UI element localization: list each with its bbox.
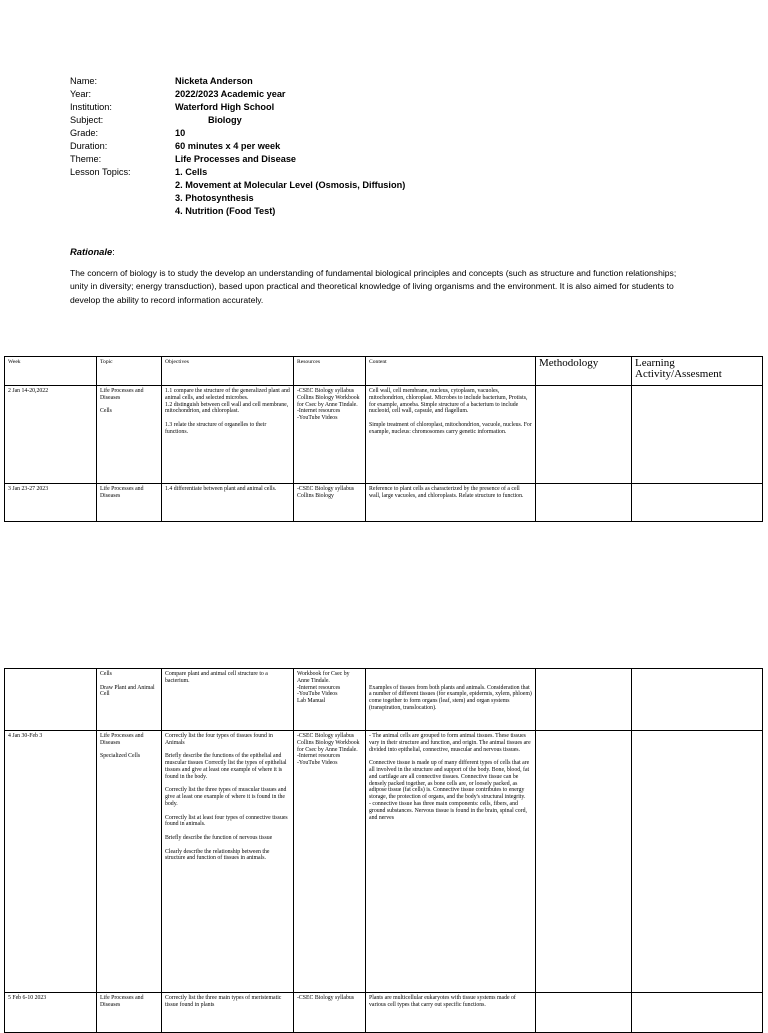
info-label: Year: <box>70 89 92 99</box>
table-row <box>5 669 763 731</box>
info-value: Biology <box>208 115 242 125</box>
info-label: Duration: <box>70 141 108 151</box>
cell-topic: Life Processes and Diseases <box>97 993 162 1033</box>
cell-methodology <box>536 669 632 731</box>
rationale-title: Rationale <box>70 246 113 257</box>
info-value: 1. Cells <box>175 167 208 177</box>
cell-methodology <box>536 731 632 993</box>
cell-resources: -CSEC Biology syllabus Collins Biology Workbook for Csec by Anne Tindale. -Internet resources -YouTube Videos <box>294 731 366 993</box>
cell-resources: -CSEC Biology syllabus Collins Biology <box>294 484 366 522</box>
cell-week: 5 Feb 6-10 2023 <box>5 993 97 1033</box>
rationale-heading <box>70 246 115 257</box>
cell-topic: Cells Draw Plant and Animal Cell <box>97 669 162 731</box>
cell-objectives: 1.1 compare the structure of the generalized plant and animal cells, and selected microbes. 1.2 distinguish between cell wall and cell membrane, mitochondrion, and chloroplast. 1.3 relate the structure of organelles to their functions. <box>162 386 294 484</box>
info-label: Name: <box>70 76 98 86</box>
info-row-institution <box>70 101 405 114</box>
info-value: 3. Photosynthesis <box>175 193 254 203</box>
info-value: 4. Nutrition (Food Test) <box>175 206 276 216</box>
cell-topic: Life Processes and Diseases Cells <box>97 386 162 484</box>
header-topic: Topic <box>97 357 162 386</box>
info-label: Lesson Topics: <box>70 167 131 177</box>
rationale-colon: : <box>112 246 115 257</box>
cell-topic: Life Processes and Diseases <box>97 484 162 522</box>
cell-methodology <box>536 386 632 484</box>
cell-objectives: Correctly list the four types of tissues found in Animals Briefly describe the functions of the epithelial and muscular tissues Correctly list the types of epithelial tissues and give at least one example of where it is found in the body. Correctly list the three types of muscular tissues and give at least one example of where it is found in the body. Correctly list at least four types of connective tissues found in animals. Briefly describe the function of nervous tissue Clearly describe the relationship between the structure and function of tissues in animals. <box>162 731 294 993</box>
info-label <box>70 205 175 218</box>
cell-week: 4 Jan 30-Feb 3 <box>5 731 97 993</box>
cell-week <box>5 669 97 731</box>
header-content: Content <box>366 357 536 386</box>
cell-learning-activity <box>632 669 763 731</box>
info-label: Grade: <box>70 128 99 138</box>
cell-objectives: Compare plant and animal cell structure to a bacterium. <box>162 669 294 731</box>
lesson-plan-table-1 <box>4 356 763 522</box>
table-row <box>5 484 763 522</box>
cell-topic: Life Processes and Diseases Specialized Cells <box>97 731 162 993</box>
info-row-duration <box>70 140 405 153</box>
info-value: Life Processes and Disease <box>175 154 297 164</box>
info-label <box>70 192 175 205</box>
cell-resources: -CSEC Biology syllabus Collins Biology Workbook for Csec by Anne Tindale. -Internet resources -YouTube Videos <box>294 386 366 484</box>
info-value: 2. Movement at Molecular Level (Osmosis, Diffusion) <box>175 180 406 190</box>
cell-learning-activity <box>632 484 763 522</box>
info-label: Subject: <box>70 115 104 125</box>
cell-resources: Workbook for Csec by Anne Tindale. -Internet resources -YouTube Videos Lab Manual <box>294 669 366 731</box>
info-row-topic-4 <box>70 205 405 218</box>
info-label: Institution: <box>70 102 112 112</box>
info-value: Waterford High School <box>175 102 275 112</box>
info-row-lesson-topics <box>70 166 405 179</box>
cell-learning-activity <box>632 993 763 1033</box>
info-value: 2022/2023 Academic year <box>175 89 286 99</box>
info-row-theme <box>70 153 405 166</box>
cell-week: 2 Jan 14-20,2022 <box>5 386 97 484</box>
cell-objectives: 1.4 differentiate between plant and animal cells. <box>162 484 294 522</box>
table-header-row <box>5 357 763 386</box>
info-value: 10 <box>175 128 186 138</box>
header-resources: Resources <box>294 357 366 386</box>
cell-content: Examples of tissues from both plants and animals. Consideration that a number of different tissues (for example, epidermis, xylem, phloem) come together to form organs (leaf, stem) and organ systems (transpiration, translocation). <box>366 669 536 731</box>
table-row <box>5 386 763 484</box>
cell-content: Cell wall, cell membrane, nucleus, cytoplasm, vacuoles, mitochondrion, chloroplast. Microbes to include bacterium, Protists, for example, amoeba. Simple structure of a bacterium to include nucleoid, cell wall, capsule, and flagellum. Simple treatment of chloroplast, mitochondrion, vacuole, nucleus. For example, nucleus: chromosomes carry genetic information. <box>366 386 536 484</box>
info-label: Theme: <box>70 154 102 164</box>
lesson-plan-table-2 <box>4 668 763 1033</box>
header-learning-activity: Learning Activity/Assesment <box>632 357 763 386</box>
cell-objectives: Correctly list the three main types of meristematic tissue found in plants <box>162 993 294 1033</box>
cell-content: - The animal cells are grouped to form animal tissues. These tissues vary in their structure and function, and origin. The animal tissues are divided into epithelial, connective, muscular and nervous tissues. Connective tissue is made up of many different types of cells that are all involved in the structure and support of the body. Bone, blood, fat and cartilage are all connective tissues. Connective tissue can be densely packed together, as bone cells are, or loosely packed, as adipose tissue (fat cells) is. Connective tissue contributes to energy storage, the protection of organs, and the body's structural integrity. - connective tissue has three main components: cells, fibers, and ground substances. Nervous tissue is found in the brain, spinal cord, and nerves <box>366 731 536 993</box>
cell-methodology <box>536 484 632 522</box>
info-row-grade <box>70 127 405 140</box>
table-row <box>5 993 763 1033</box>
cell-learning-activity <box>632 386 763 484</box>
cell-learning-activity <box>632 731 763 993</box>
header-week: Week <box>5 357 97 386</box>
info-row-subject <box>70 114 405 127</box>
info-row-year <box>70 88 405 101</box>
rationale-text: The concern of biology is to study the develop an understanding of fundamental biological principles and concepts (such as structure and function relationships; unity in diversity; energy transduction), based upon practical and theoretical knowledge of living organisms and the environment. It is also aimed for students to develop the ability to record information accurately. <box>70 268 677 305</box>
info-value: Nicketa Anderson <box>175 76 253 86</box>
cell-resources: -CSEC Biology syllabus <box>294 993 366 1033</box>
cell-week: 3 Jan 23-27 2023 <box>5 484 97 522</box>
info-row-topic-2 <box>70 179 405 192</box>
cell-content: Reference to plant cells as characterized by the presence of a cell wall, large vacuoles, and chloroplasts. Relate structure to function. <box>366 484 536 522</box>
info-label <box>70 179 175 192</box>
info-row-name <box>70 75 405 88</box>
cell-content: Plants are multicellular eukaryotes with tissue systems made of various cell types that carry out specific functions. <box>366 993 536 1033</box>
header-methodology: Methodology <box>536 357 632 386</box>
header-objectives: Objectives <box>162 357 294 386</box>
info-row-topic-3 <box>70 192 405 205</box>
info-value: 60 minutes x 4 per week <box>175 141 281 151</box>
table-row <box>5 731 763 993</box>
document-info <box>70 75 405 218</box>
cell-methodology <box>536 993 632 1033</box>
